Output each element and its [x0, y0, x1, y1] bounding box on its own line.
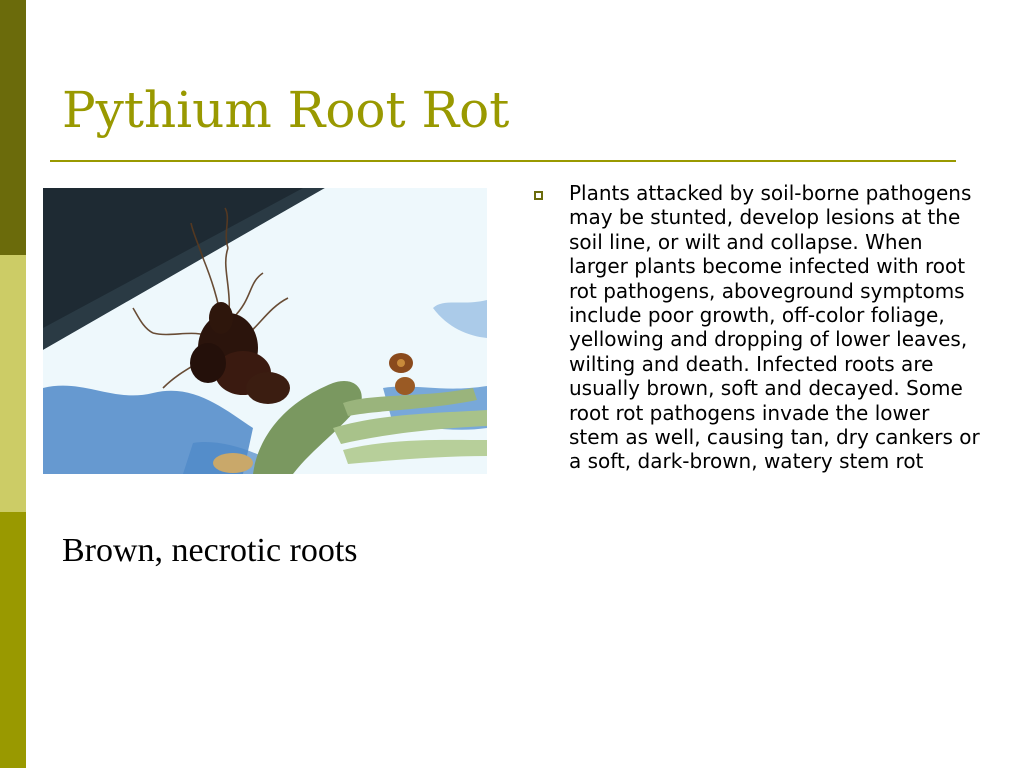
- root-rot-photo: [43, 188, 487, 474]
- square-bullet-icon: [534, 191, 543, 200]
- side-bar-top: [0, 0, 26, 255]
- photo-caption: Brown, necrotic roots: [62, 532, 358, 569]
- slide-title: Pythium Root Rot: [62, 81, 510, 139]
- side-bar-bottom: [0, 512, 26, 768]
- bullet-text: Plants attacked by soil-borne pathogens may be stunted, develop lesions at the soil line, or wilt and collapse. When larger plants become infected with root rot pathogens, aboveground symptoms include poor growth, off-color foliage, yellowing and dropping of lower leaves, wilting and death. Infected roots are usually brown, soft and decayed. Some root rot pathogens invade the lower stem as well, causing tan, dry cankers or a soft, dark-brown, watery stem rot: [569, 181, 980, 474]
- side-bar-middle: [0, 255, 26, 512]
- title-divider: [50, 160, 956, 162]
